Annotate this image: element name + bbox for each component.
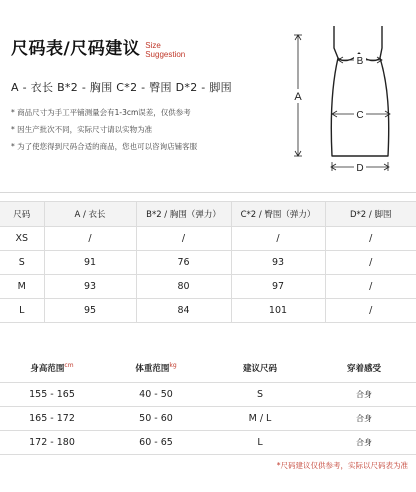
label-b: B: [356, 56, 364, 67]
header-length: A / 衣长: [44, 202, 136, 227]
cell-length: /: [44, 227, 136, 251]
garment-diagram: [282, 20, 412, 182]
dress-outline: [331, 26, 388, 156]
cell-size: S: [0, 251, 44, 275]
header-hem: D*2 / 脚围: [325, 202, 416, 227]
table-row: [0, 406, 416, 430]
header-size: 尺码: [0, 202, 44, 227]
table-row: [0, 251, 416, 275]
footnote: *尺码建议仅供参考，实际以尺码表为准: [276, 461, 408, 470]
header-hip: C*2 / 臀围（弹力）: [231, 202, 325, 227]
cell-fit-feel: 合身: [312, 406, 416, 430]
table-header-row: [0, 354, 416, 382]
label-d: D: [356, 163, 364, 174]
cell-fit-feel: 合身: [312, 430, 416, 454]
cell-hip: 97: [231, 275, 325, 299]
notes: [11, 108, 197, 159]
cell-bust: 76: [136, 251, 231, 275]
title-en-line1: Size: [145, 41, 161, 50]
table-row: [0, 382, 416, 406]
label-a: A: [294, 91, 302, 103]
cell-bust: 80: [136, 275, 231, 299]
title-english: [145, 41, 185, 59]
cell-height: 165 - 172: [0, 406, 104, 430]
cell-weight: 40 - 50: [104, 382, 208, 406]
cell-hem: /: [325, 275, 416, 299]
header-height-label: 身高范围: [30, 363, 65, 374]
cell-suggested-size: L: [208, 430, 312, 454]
size-chart-table: [0, 201, 416, 323]
header-fit-feel: 穿着感受: [312, 354, 416, 382]
header-weight: [104, 354, 208, 382]
cell-length: 93: [44, 275, 136, 299]
cell-size: XS: [0, 227, 44, 251]
header-bust: B*2 / 胸围（弹力）: [136, 202, 231, 227]
cell-length: 91: [44, 251, 136, 275]
cell-bust: 84: [136, 299, 231, 323]
header-suggested-size: 建议尺码: [208, 354, 312, 382]
cell-fit-feel: 合身: [312, 382, 416, 406]
size-recommendation-table: [0, 354, 416, 455]
cell-hip: 93: [231, 251, 325, 275]
table-row: [0, 430, 416, 454]
cell-height: 155 - 165: [0, 382, 104, 406]
cell-suggested-size: S: [208, 382, 312, 406]
note-item: * 因生产批次不同，实际尺寸请以实物为准: [11, 125, 153, 134]
cell-bust: /: [136, 227, 231, 251]
cell-hem: /: [325, 299, 416, 323]
cell-weight: 60 - 65: [104, 430, 208, 454]
header-weight-label: 体重范围: [135, 363, 170, 374]
page-title: [11, 34, 185, 59]
note-item: * 为了使您得到尺码合适的商品，您也可以咨询店铺客服: [11, 142, 198, 151]
table-row: [0, 227, 416, 251]
title-main: 尺码表/尺码建议: [11, 39, 141, 59]
cell-size: L: [0, 299, 44, 323]
cell-suggested-size: M / L: [208, 406, 312, 430]
weight-unit: kg: [169, 361, 177, 369]
height-unit: cm: [64, 361, 74, 369]
table-row: [0, 275, 416, 299]
cell-weight: 50 - 60: [104, 406, 208, 430]
cell-hip: 101: [231, 299, 325, 323]
title-en-line2: Suggestion: [145, 50, 186, 59]
cell-size: M: [0, 275, 44, 299]
cell-hem: /: [325, 251, 416, 275]
cell-hip: /: [231, 227, 325, 251]
slip-dress-illustration: [282, 20, 412, 182]
cell-hem: /: [325, 227, 416, 251]
cell-length: 95: [44, 299, 136, 323]
header-height: [0, 354, 104, 382]
label-c: C: [356, 110, 364, 121]
measurement-legend: A - 衣长 B*2 - 胸围 C*2 - 臀围 D*2 - 脚围: [11, 81, 232, 94]
table-header-row: [0, 202, 416, 227]
cell-height: 172 - 180: [0, 430, 104, 454]
note-item: * 商品尺寸为手工平铺测量会有1-3cm误差，仅供参考: [11, 108, 191, 117]
divider: [0, 192, 416, 193]
table-row: [0, 299, 416, 323]
